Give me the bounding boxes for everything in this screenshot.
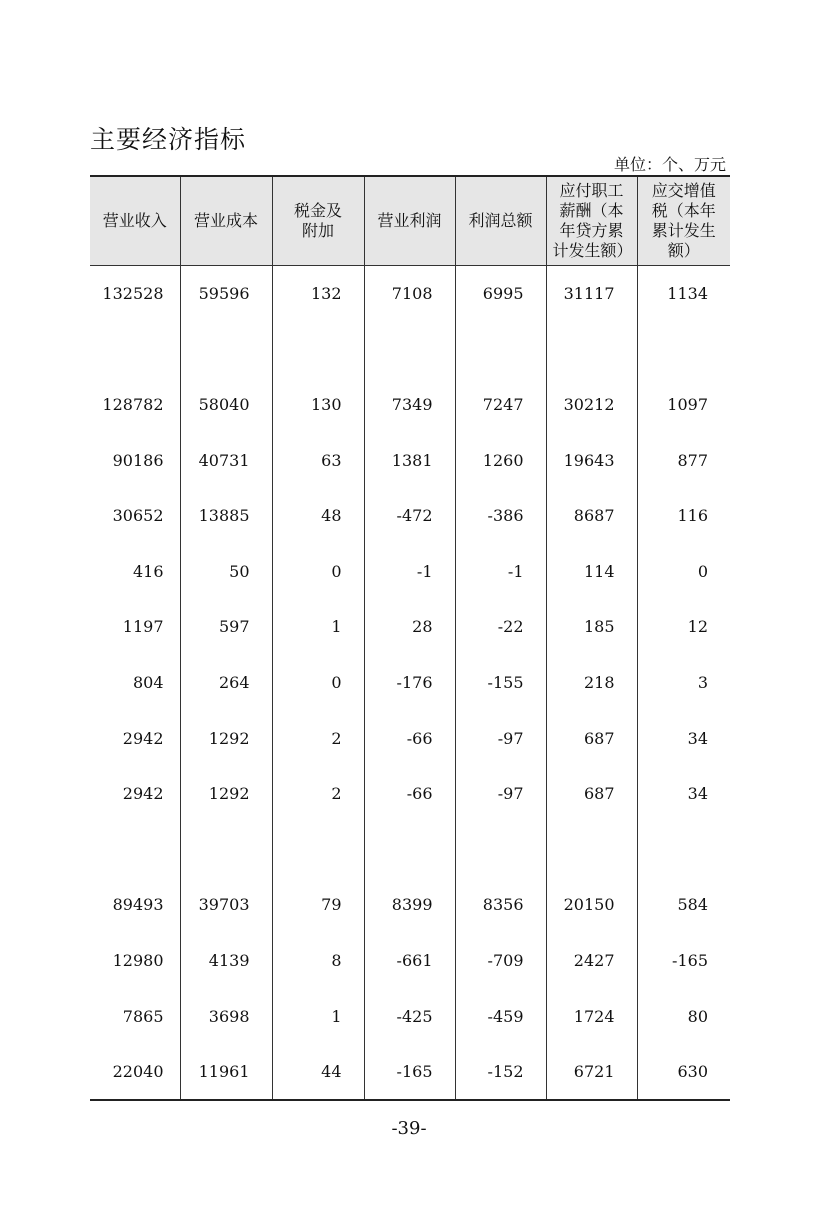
table-cell: 58040 <box>180 377 272 433</box>
table-cell: 597 <box>180 599 272 655</box>
table-cell: 30212 <box>546 377 637 433</box>
table-row <box>90 988 730 1044</box>
table-cell: -66 <box>364 710 455 766</box>
table-cell: 264 <box>180 655 272 711</box>
table-cell: 1724 <box>546 988 637 1044</box>
table-cell: -386 <box>455 488 546 544</box>
table-cell: 3698 <box>180 988 272 1044</box>
table-cell: -97 <box>455 766 546 822</box>
table-cell: 12 <box>687 617 708 637</box>
table-cell: 50 <box>180 543 272 599</box>
table-cell <box>364 321 455 377</box>
table-cell: -459 <box>455 988 546 1044</box>
table-row <box>90 599 730 655</box>
table-cell: 30652 <box>90 488 180 544</box>
table-cell: 114 <box>546 543 637 599</box>
table-row <box>90 710 730 766</box>
table-cell: 116 <box>677 506 708 526</box>
table-cell: -1 <box>455 543 546 599</box>
table-cell: 90186 <box>90 432 180 488</box>
table-cell: 630 <box>677 1062 708 1082</box>
table-row <box>90 432 730 488</box>
table-cell <box>180 321 272 377</box>
table-row <box>90 321 730 377</box>
table-cell: 39703 <box>180 877 272 933</box>
table-cell <box>455 821 546 877</box>
table-cell: 1381 <box>364 432 455 488</box>
table-cell: 34 <box>687 784 708 804</box>
table-cell: 7349 <box>364 377 455 433</box>
table-cell <box>272 821 364 877</box>
table-cell: 13885 <box>180 488 272 544</box>
table-cell: 0 <box>697 561 708 581</box>
table-cell: 34 <box>687 728 708 748</box>
table-cell: 877 <box>677 450 708 470</box>
page-title: 主要经济指标 <box>90 125 247 154</box>
table-cell: 7247 <box>455 377 546 433</box>
table-row <box>90 877 730 933</box>
table-cell: 12980 <box>90 933 180 989</box>
table-cell: 0 <box>272 543 364 599</box>
table-cell: 687 <box>546 710 637 766</box>
table-cell: -176 <box>364 655 455 711</box>
table-cell: 8356 <box>455 877 546 933</box>
table-cell: 19643 <box>546 432 637 488</box>
table-header-row <box>90 177 730 265</box>
table-cell: -165 <box>364 1044 455 1100</box>
table-cell: -152 <box>455 1044 546 1100</box>
table-cell <box>180 821 272 877</box>
table-cell: 48 <box>272 488 364 544</box>
table-cell: 132528 <box>90 265 180 321</box>
table-cell <box>455 321 546 377</box>
table-cell: 8399 <box>364 877 455 933</box>
header-cell: 税金及附加 <box>272 177 364 265</box>
table-cell: 31117 <box>546 265 637 321</box>
page-number: -39- <box>391 1118 427 1139</box>
table-cell: 2 <box>272 710 364 766</box>
table-cell: 6995 <box>455 265 546 321</box>
table-cell: 0 <box>272 655 364 711</box>
header-cell: 应交增值税（本年累计发生额） <box>637 177 730 265</box>
table-cell: 1 <box>272 988 364 1044</box>
table-row <box>90 766 730 822</box>
table-cell: 63 <box>272 432 364 488</box>
table-row <box>90 377 730 433</box>
table-cell: 7108 <box>364 265 455 321</box>
table-cell: 8 <box>272 933 364 989</box>
table-cell: 132 <box>272 265 364 321</box>
table-cell: 89493 <box>90 877 180 933</box>
table-cell: 218 <box>546 655 637 711</box>
table-cell: 2942 <box>90 766 180 822</box>
table-cell: 7865 <box>90 988 180 1044</box>
table-row <box>90 933 730 989</box>
table-cell: 416 <box>90 543 180 599</box>
table-cell: -155 <box>455 655 546 711</box>
header-cell: 营业收入 <box>90 177 180 265</box>
table-cell: -66 <box>364 766 455 822</box>
table-cell: 11961 <box>180 1044 272 1100</box>
table-cell <box>546 821 637 877</box>
table-cell: 1292 <box>180 766 272 822</box>
header-cell: 利润总额 <box>455 177 546 265</box>
table-cell: 128782 <box>90 377 180 433</box>
table-cell: 1292 <box>180 710 272 766</box>
table-row <box>90 1044 730 1100</box>
table-cell: 1 <box>272 599 364 655</box>
table-cell: 2 <box>272 766 364 822</box>
table-cell: 6721 <box>546 1044 637 1100</box>
table-cell: 185 <box>546 599 637 655</box>
header-cell: 营业利润 <box>364 177 455 265</box>
table-cell: 2427 <box>546 933 637 989</box>
table-row <box>90 655 730 711</box>
table-row <box>90 488 730 544</box>
table-cell: 804 <box>90 655 180 711</box>
table-cell: -709 <box>455 933 546 989</box>
table-cell: 44 <box>272 1044 364 1100</box>
table-cell: -22 <box>455 599 546 655</box>
table-cell: 8687 <box>546 488 637 544</box>
table-cell <box>90 821 180 877</box>
table-cell: 80 <box>687 1006 708 1026</box>
table-cell: 130 <box>272 377 364 433</box>
table-cell: -97 <box>455 710 546 766</box>
table-cell: 4139 <box>180 933 272 989</box>
table-cell: -425 <box>364 988 455 1044</box>
table-cell <box>637 821 730 877</box>
table-cell: 22040 <box>90 1044 180 1100</box>
table-cell <box>546 321 637 377</box>
table-cell: 59596 <box>180 265 272 321</box>
table-cell: -661 <box>364 933 455 989</box>
table-cell: 1260 <box>455 432 546 488</box>
table-cell: 2942 <box>90 710 180 766</box>
table-cell: 1097 <box>667 394 708 414</box>
table-cell <box>90 321 180 377</box>
table-row <box>90 543 730 599</box>
table-cell: 1197 <box>90 599 180 655</box>
table-cell <box>272 321 364 377</box>
header-cell: 营业成本 <box>180 177 272 265</box>
table-cell: 1134 <box>667 283 708 303</box>
table-cell: 584 <box>677 895 708 915</box>
table-cell: 3 <box>697 672 708 692</box>
table-row <box>90 821 730 877</box>
table-cell: -165 <box>672 950 708 970</box>
table-cell: -1 <box>364 543 455 599</box>
table-cell: 28 <box>364 599 455 655</box>
table-cell: 20150 <box>546 877 637 933</box>
table-row <box>90 265 730 321</box>
table-cell: 79 <box>272 877 364 933</box>
unit-label: 单位：个、万元 <box>613 155 726 174</box>
table-cell <box>637 321 730 377</box>
table-cell: -472 <box>364 488 455 544</box>
table-cell: 40731 <box>180 432 272 488</box>
table-cell: 687 <box>546 766 637 822</box>
indicator-table <box>90 175 730 1101</box>
table-cell <box>364 821 455 877</box>
header-cell: 应付职工薪酬（本年贷方累计发生额） <box>546 177 637 265</box>
